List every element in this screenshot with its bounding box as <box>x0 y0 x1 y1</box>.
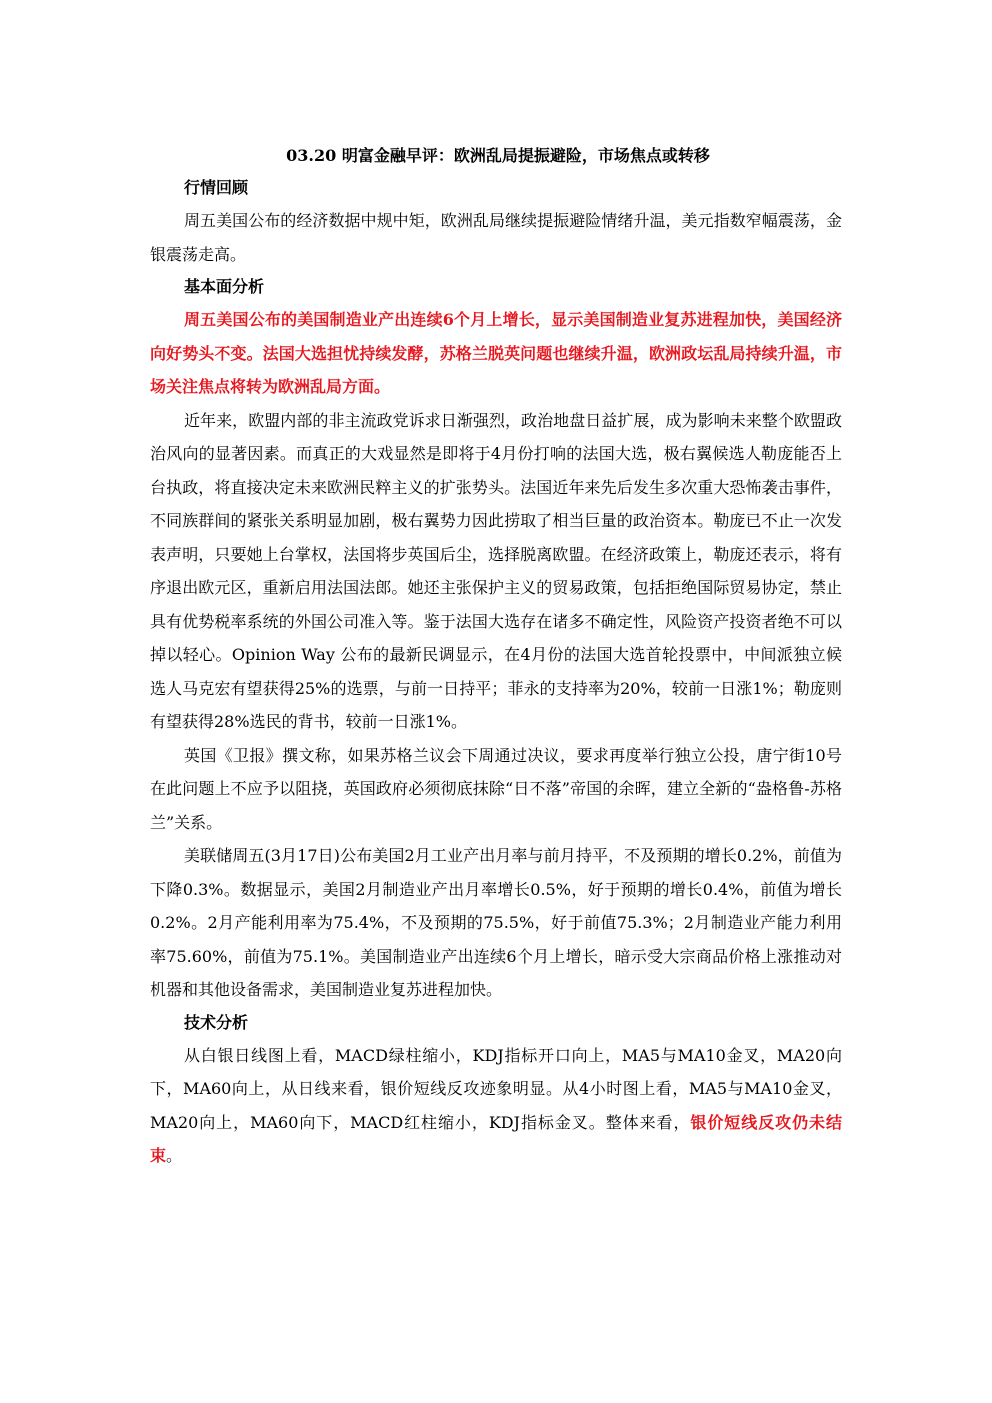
technical-paragraph-end: 。 <box>166 1146 183 1165</box>
fundamental-highlight-paragraph: 周五美国公布的美国制造业产出连续6个月上增长，显示美国制造业复苏进程加快，美国经济向好势头不变。法国大选担忧持续发酵，苏格兰脱英问题也继续升温，欧洲政坛乱局持续升温，市场关注焦点将转为欧洲乱局方面。 <box>150 310 842 396</box>
fundamental-paragraph-france: 近年来，欧盟内部的非主流政党诉求日渐强烈，政治地盘日益扩展，成为影响未来整个欧盟政治风向的显著因素。而真正的大戏显然是即将于4月份打响的法国大选，极右翼候选人勒庞能否上台执政，将直接决定未来欧洲民粹主义的扩张势头。法国近年来先后发生多次重大恐怖袭击事件，不同族群间的紧张关系明显加剧，极右翼势力因此捞取了相当巨量的政治资本。勒庞已不止一次发表声明，只要她上台掌权，法国将步英国后尘，选择脱离欧盟。在经济政策上，勒庞还表示，将有序退出欧元区，重新启用法国法郎。她还主张保护主义的贸易政策，包括拒绝国际贸易协定，禁止具有优势税率系统的外国公司准入等。鉴于法国大选存在诸多不确定性，风险资产投资者绝不可以掉以轻心。Opinion Way 公布的最新民调显示，在4月份的法国大选首轮投票中，中间派独立候选人马克宏有望获得25%的选票，与前一日持平；菲永的支持率为20%，较前一日涨1%；勒庞则有望获得28%选民的背书，较前一日涨1%。 <box>150 410 842 731</box>
document-page <box>150 140 842 1173</box>
technical-paragraph-text: 从白银日线图上看，MACD绿柱缩小，KDJ指标开口向上，MA5与MA10金叉，MA20向下，MA60向上，从日线来看，银价短线反攻迹象明显。从4小时图上看，MA5与MA10金叉，MA20向上，MA60向下，MACD红柱缩小，KDJ指标金叉。整体来看， <box>150 1045 842 1132</box>
technical-paragraph <box>150 1039 842 1173</box>
fundamental-paragraph-scotland: 英国《卫报》撰文称，如果苏格兰议会下周通过决议，要求再度举行独立公投，唐宁街10号在此问题上不应予以阻挠，英国政府必须彻底抹除“日不落”帝国的余晖，建立全新的“盎格鲁-苏格兰”关系。 <box>150 745 842 832</box>
fundamental-paragraph-fed-data: 美联储周五(3月17日)公布美国2月工业产出月率与前月持平，不及预期的增长0.2%，前值为下降0.3%。数据显示，美国2月制造业产出月率增长0.5%，好于预期的增长0.4%，前值为增长0.2%。2月产能利用率为75.4%，不及预期的75.5%，好于前值75.3%；2月制造业产能力利用率75.60%，前值为75.1%。美国制造业产出连续6个月上增长，暗示受大宗商品价格上涨推动对机器和其他设备需求，美国制造业复苏进程加快。 <box>150 846 842 999</box>
section-heading-fundamental: 基本面分析 <box>184 277 265 296</box>
technical-paragraph-highlight: 银价短线反攻仍未结束 <box>150 1112 842 1165</box>
review-paragraph: 周五美国公布的经济数据中规中矩，欧洲乱局继续提振避险情绪升温，美元指数窄幅震荡，金银震荡走高。 <box>150 211 842 264</box>
document-title: 03.20 明富金融早评：欧洲乱局提振避险，市场焦点或转移 <box>286 146 710 165</box>
section-heading-technical: 技术分析 <box>184 1012 249 1032</box>
section-heading-review: 行情回顾 <box>184 178 249 197</box>
